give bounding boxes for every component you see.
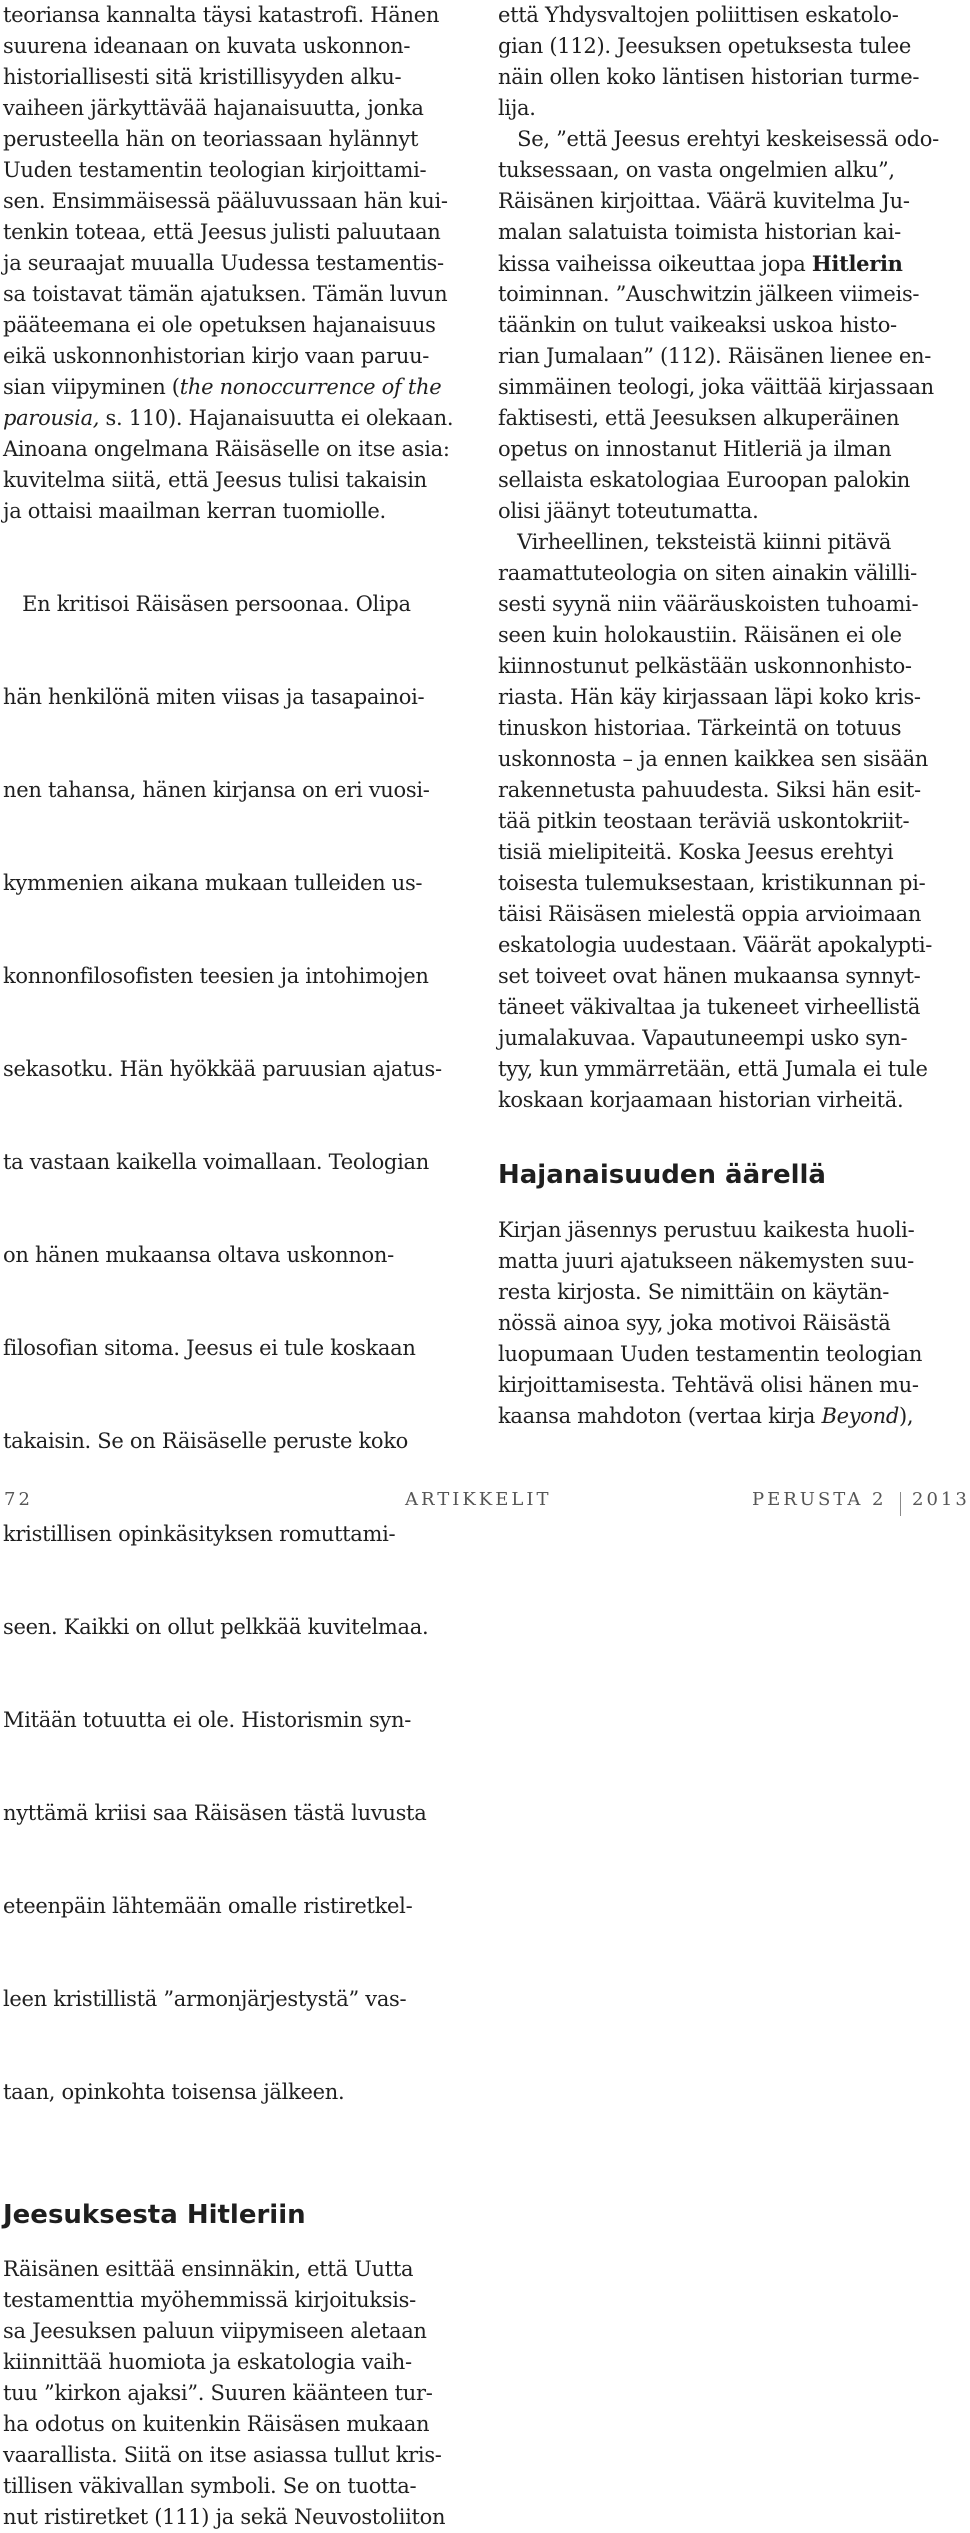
text-line: rian Jumalaan” (112). Räisänen lienee en- xyxy=(498,344,932,368)
text-line: sen. Ensimmäisessä pääluvussaan hän kui- xyxy=(3,189,448,213)
text-line: perusteella hän on teoriassaan hylännyt xyxy=(3,127,419,151)
section-name: ARTIKKELIT xyxy=(405,1489,552,1510)
text-line: pääteemana ei ole opetuksen hajanaisuus xyxy=(3,313,436,337)
text-line: En kritisoi Räisäsen persoonaa. Olipa xyxy=(3,592,411,616)
text-line: tuu ”kirkon ajaksi”. Suuren käänteen tur- xyxy=(3,2381,433,2405)
text-line: raamattuteologia on siten ainakin välilli- xyxy=(498,561,917,585)
text-line: täneet väkivaltaa ja tukeneet virheellistä xyxy=(498,995,921,1019)
text-line xyxy=(498,1401,956,1432)
text-line: hän henkilönä miten viisas ja tasapainoi- xyxy=(3,685,425,709)
text-line: kiinnostunut pelkästään uskonnonhisto- xyxy=(498,654,912,678)
text-run: ), xyxy=(899,1404,914,1428)
italic-title-run: Beyond xyxy=(821,1404,899,1428)
text-line: eskatologia uudestaan. Väärät apokalypti- xyxy=(498,933,933,957)
left-paragraph-1 xyxy=(3,0,469,527)
text-line: täänkin on tulut vaikeaksi uskoa histo- xyxy=(498,313,897,337)
bold-keyword: Hitlerin xyxy=(811,251,903,276)
left-column xyxy=(3,0,469,2533)
page-number: 72 xyxy=(4,1489,33,1510)
text-line xyxy=(3,403,469,434)
text-line xyxy=(498,248,956,279)
text-line: faktisesti, että Jeesuksen alkuperäinen xyxy=(498,406,900,430)
text-line: ja seuraajat muualla Uudessa testamentis- xyxy=(3,251,444,275)
right-column xyxy=(498,0,956,1432)
text-line: simmäinen teologi, joka väittää kirjassaan xyxy=(498,375,934,399)
text-line: tisiä mielipiteitä. Koska Jeesus erehtyi xyxy=(498,840,894,864)
text-run: sian viipyminen ( xyxy=(3,375,180,399)
page-footer xyxy=(0,1489,970,1519)
text-line: ta vastaan kaikella voimallaan. Teologian xyxy=(3,1150,429,1174)
text-line: Uuden testamentin teologian kirjoittami- xyxy=(3,158,427,182)
text-line: tää pitkin teostaan teräviä uskontokriit- xyxy=(498,809,910,833)
text-line: Kirjan jäsennys perustuu kaikesta huoli- xyxy=(498,1218,915,1242)
issue-year: 2013 xyxy=(912,1489,970,1510)
right-paragraph-2 xyxy=(498,124,956,527)
text-line: sesti syynä niin vääräuskoisten tuhoami- xyxy=(498,592,919,616)
text-line: näin ollen koko läntisen historian turme- xyxy=(498,65,920,89)
text-line: sa Jeesuksen paluun viipymiseen aletaan xyxy=(3,2319,427,2343)
text-run: s. 110). Hajanaisuutta ei olekaan. xyxy=(99,406,454,430)
text-line: resta kirjosta. Se nimittäin on käytän- xyxy=(498,1280,890,1304)
text-line: Mitään totuutta ei ole. Historismin syn- xyxy=(3,1708,412,1732)
text-line: olisi jäänyt toteutumatta. xyxy=(498,499,759,523)
text-line: seen kuin holokaustiin. Räisänen ei ole xyxy=(498,623,902,647)
section-heading: Jeesuksesta Hitleriin xyxy=(3,2200,306,2230)
text-line: suurena ideanaan on kuvata uskonnon- xyxy=(3,34,411,58)
text-line: Räisänen esittää ensinnäkin, että Uutta xyxy=(3,2257,414,2281)
text-line: nen tahansa, hänen kirjansa on eri vuosi- xyxy=(3,778,430,802)
right-paragraph-3 xyxy=(498,527,956,1116)
text-line: jumalakuvaa. Vapautuneempi usko syn- xyxy=(498,1026,908,1050)
text-line: toiminnan. ”Auschwitzin jälkeen viimeis- xyxy=(498,282,920,306)
italic-title-run: the nonoccurrence of the xyxy=(179,375,442,399)
footer-divider xyxy=(900,1492,901,1516)
text-line: rakennetusta pahuudesta. Siksi hän esit- xyxy=(498,778,921,802)
left-paragraph-3 xyxy=(3,2254,469,2533)
text-line: tillisen väkivallan symboli. Se on tuotta- xyxy=(3,2474,417,2498)
text-line: malan salatuista toimista historian kai- xyxy=(498,220,901,244)
text-line: tyy, kun ymmärretään, että Jumala ei tule xyxy=(498,1057,928,1081)
text-line: nyttämä kriisi saa Räisäsen tästä luvusta xyxy=(3,1801,427,1825)
text-line: kristillisen opinkäsityksen romuttami- xyxy=(3,1522,396,1546)
text-line: Se, ”että Jeesus erehtyi keskeisessä odo- xyxy=(498,127,939,151)
text-line: filosofian sitoma. Jeesus ei tule koskaan xyxy=(3,1336,416,1360)
text-line: konnonfilosofisten teesien ja intohimojen xyxy=(3,964,429,988)
text-line: historiallisesti sitä kristillisyyden alku- xyxy=(3,65,402,89)
text-line: koskaan korjaamaan historian virheitä. xyxy=(498,1088,904,1112)
text-line: uskonnosta – ja ennen kaikkea sen sisään xyxy=(498,747,929,771)
text-line: tinuskon historiaa. Tärkeintä on totuus xyxy=(498,716,902,740)
text-line: että Yhdysvaltojen poliittisen eskatolo- xyxy=(498,3,899,27)
text-line: leen kristillistä ”armonjärjestystä” vas- xyxy=(3,1987,407,2011)
right-paragraph-4 xyxy=(498,1215,956,1432)
left-paragraph-2 xyxy=(3,527,469,2170)
text-line: sekasotku. Hän hyökkää paruusian ajatus- xyxy=(3,1057,442,1081)
text-line: takaisin. Se on Räisäselle peruste koko xyxy=(3,1429,408,1453)
text-line: sellaista eskatologiaa Euroopan palokin xyxy=(498,468,910,492)
text-line: Räisänen kirjoittaa. Väärä kuvitelma Ju- xyxy=(498,189,910,213)
text-line: luopumaan Uuden testamentin teologian xyxy=(498,1342,923,1366)
text-run: kissa vaiheissa oikeuttaa jopa xyxy=(498,252,812,276)
text-line: eteenpäin lähtemään omalle ristiretkel- xyxy=(3,1894,413,1918)
text-line: tuksessaan, on vasta ongelmien alku”, xyxy=(498,158,895,182)
text-line: seen. Kaikki on ollut pelkkää kuvitelmaa. xyxy=(3,1615,429,1639)
text-line: lija. xyxy=(498,96,536,120)
text-line: kiinnittää huomiota ja eskatologia vaih- xyxy=(3,2350,412,2374)
text-line: täisi Räisäsen mielestä oppia arvioimaan xyxy=(498,902,922,926)
text-line: matta juuri ajatukseen näkemysten suu- xyxy=(498,1249,914,1273)
text-line: teoriansa kannalta täysi katastrofi. Hänen xyxy=(3,3,440,27)
text-line: testamenttia myöhemmissä kirjoituksis- xyxy=(3,2288,416,2312)
text-line: tenkin toteaa, että Jeesus julisti paluutaan xyxy=(3,220,441,244)
text-line: vaarallista. Siitä on itse asiassa tullut kris- xyxy=(3,2443,442,2467)
text-line: nut ristiretket (111) ja sekä Neuvostoliiton xyxy=(3,2505,446,2529)
text-run: kaansa mahdoton (vertaa kirja xyxy=(498,1404,822,1428)
text-line: nössä ainoa syy, joka motivoi Räisästä xyxy=(498,1311,891,1335)
text-line: kuvitelma siitä, että Jeesus tulisi takaisin xyxy=(3,468,427,492)
text-line: toisesta tulemuksestaan, kristikunnan pi- xyxy=(498,871,926,895)
section-heading: Hajanaisuuden äärellä xyxy=(498,1160,826,1190)
text-line: kymmenien aikana mukaan tulleiden us- xyxy=(3,871,423,895)
text-line: opetus on innostanut Hitleriä ja ilman xyxy=(498,437,892,461)
text-line xyxy=(3,372,469,403)
magazine-issue: PERUSTA 2 xyxy=(752,1489,887,1510)
text-line: taan, opinkohta toisensa jälkeen. xyxy=(3,2080,345,2104)
text-line: set toiveet ovat hänen mukaansa synnyt- xyxy=(498,964,921,988)
text-line: on hänen mukaansa oltava uskonnon- xyxy=(3,1243,394,1267)
text-line: vaiheen järkyttävää hajanaisuutta, jonka xyxy=(3,96,424,120)
text-line: riasta. Hän käy kirjassaan läpi koko kris- xyxy=(498,685,921,709)
text-line: Ainoana ongelmana Räisäselle on itse asia: xyxy=(3,437,450,461)
italic-title-run: parousia, xyxy=(3,406,100,430)
text-line: ja ottaisi maailman kerran tuomiolle. xyxy=(3,499,386,523)
text-line: kirjoittamisesta. Tehtävä olisi hänen mu- xyxy=(498,1373,919,1397)
right-paragraph-1 xyxy=(498,0,956,124)
text-line: Virheellinen, teksteistä kiinni pitävä xyxy=(498,530,892,554)
text-line: ha odotus on kuitenkin Räisäsen mukaan xyxy=(3,2412,430,2436)
text-line: eikä uskonnonhistorian kirjo vaan paruu- xyxy=(3,344,430,368)
text-line: gian (112). Jeesuksen opetuksesta tulee xyxy=(498,34,912,58)
text-line: sa toistavat tämän ajatuksen. Tämän luvun xyxy=(3,282,448,306)
